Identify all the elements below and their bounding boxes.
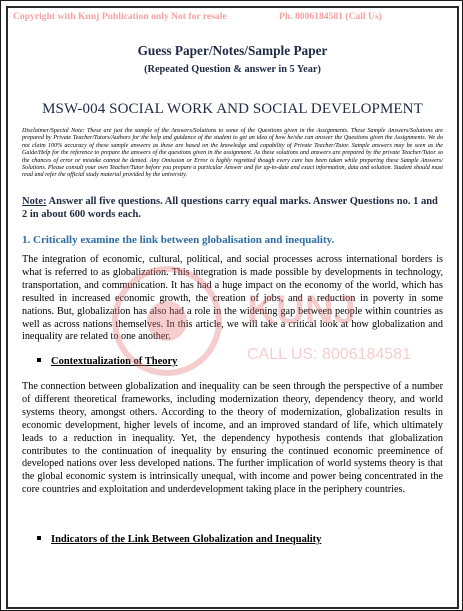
bullet-square-icon — [37, 536, 41, 540]
copyright-text: Copyright with Kunj Publication only Not for resale — [13, 11, 227, 22]
watermark-phone: CALL US: 8006184581 — [247, 346, 411, 363]
disclaimer-text: Disclaimer/Special Note: These are just the sample of the Answers/Solutions to some of the Questions given in the Assignments. These Sample Answers/Solutions are prepared by Private Teacher/Tutors/Authors for the help and guidance of the student to get an idea of how he/she can answer the Questions given the Assignments. We do not claim 100% accuracy of these sample answers as these are based on the knowledge and capability of Private Teacher/Tutor. Sample answers may be seen as the Guide/Help for the reference to prepare the answers of the questions given in the assignment. As these solutions and answers are prepared by the private Teacher/Tutor so the chances of error or mistake cannot be denied. Any Omission or Error is highly regretted though every care has been taken while preparing these Sample Answers/ Solutions. Please consult your own Teacher/Tutor before you prepare a particular Answer and for up-to-date and exact information, data and solution. Student should must read and refer the official study material provided by the university. — [22, 128, 443, 179]
document-title: Guess Paper/Notes/Sample Paper — [137, 43, 328, 58]
bullet-contextualization — [37, 356, 177, 367]
question-1-heading: 1. Critically examine the link between globalisation and inequality. — [22, 234, 335, 246]
answer-paragraph-2: The connection between globalization and inequality can be seen through the perspective of a number of different theoretical frameworks, including modernization theory, dependency theory, and world systems theory, amongst others. According to the theory of modernization, globalization results in economic development, higher levels of income, and an improved standard of life, which ultimately leads to a reduction in inequality. Yet, the dependency hypothesis contends that globalization contributes to the continuation of inequality by ensuring the continued economic preeminence of developed nations over less developed nations. The further implication of world systems theory is that the global economic system is intrinsically unequal, with income and power being concentrated in the core countries and exploitation and underdevelopment taking place in the periphery countries. — [22, 381, 443, 496]
watermark-word: KUNJ — [247, 288, 356, 332]
answer-paragraph-1: The integration of economic, cultural, political, and social processes across international borders is what is referred to as globalization. This integration is made possible by developments in technology, transportation, and communication. It has had a huge impact on the economy of the world, which has resulted in increased economic growth, the creation of jobs, and a reduction in poverty in some nations. But, globalization has also had a role in the widening gap between people within countries as well as across nations themselves. In this article, we will take a critical look at how globalization and inequality are related to one another. — [22, 254, 443, 343]
bullet-indicators — [37, 534, 321, 545]
bullet-heading: Contextualization of Theory — [51, 356, 178, 367]
document-subtitle: (Repeated Question & answer in 5 Year) — [144, 64, 321, 75]
bullet-square-icon — [37, 358, 41, 362]
course-heading: MSW-004 SOCIAL WORK AND SOCIAL DEVELOPMENT — [42, 101, 423, 117]
note-label: Note: — [22, 196, 47, 207]
copyright-line — [13, 11, 453, 22]
note-text: Answer all five questions. All questions carry equal marks. Answer Questions no. 1 and 2 in about 600 words each. — [22, 196, 438, 220]
bullet-heading: Indicators of the Link Between Globalization and Inequality — [51, 534, 322, 545]
note-block — [22, 196, 443, 221]
phone-text: Ph. 8006184581 (Call Us) — [279, 11, 382, 22]
